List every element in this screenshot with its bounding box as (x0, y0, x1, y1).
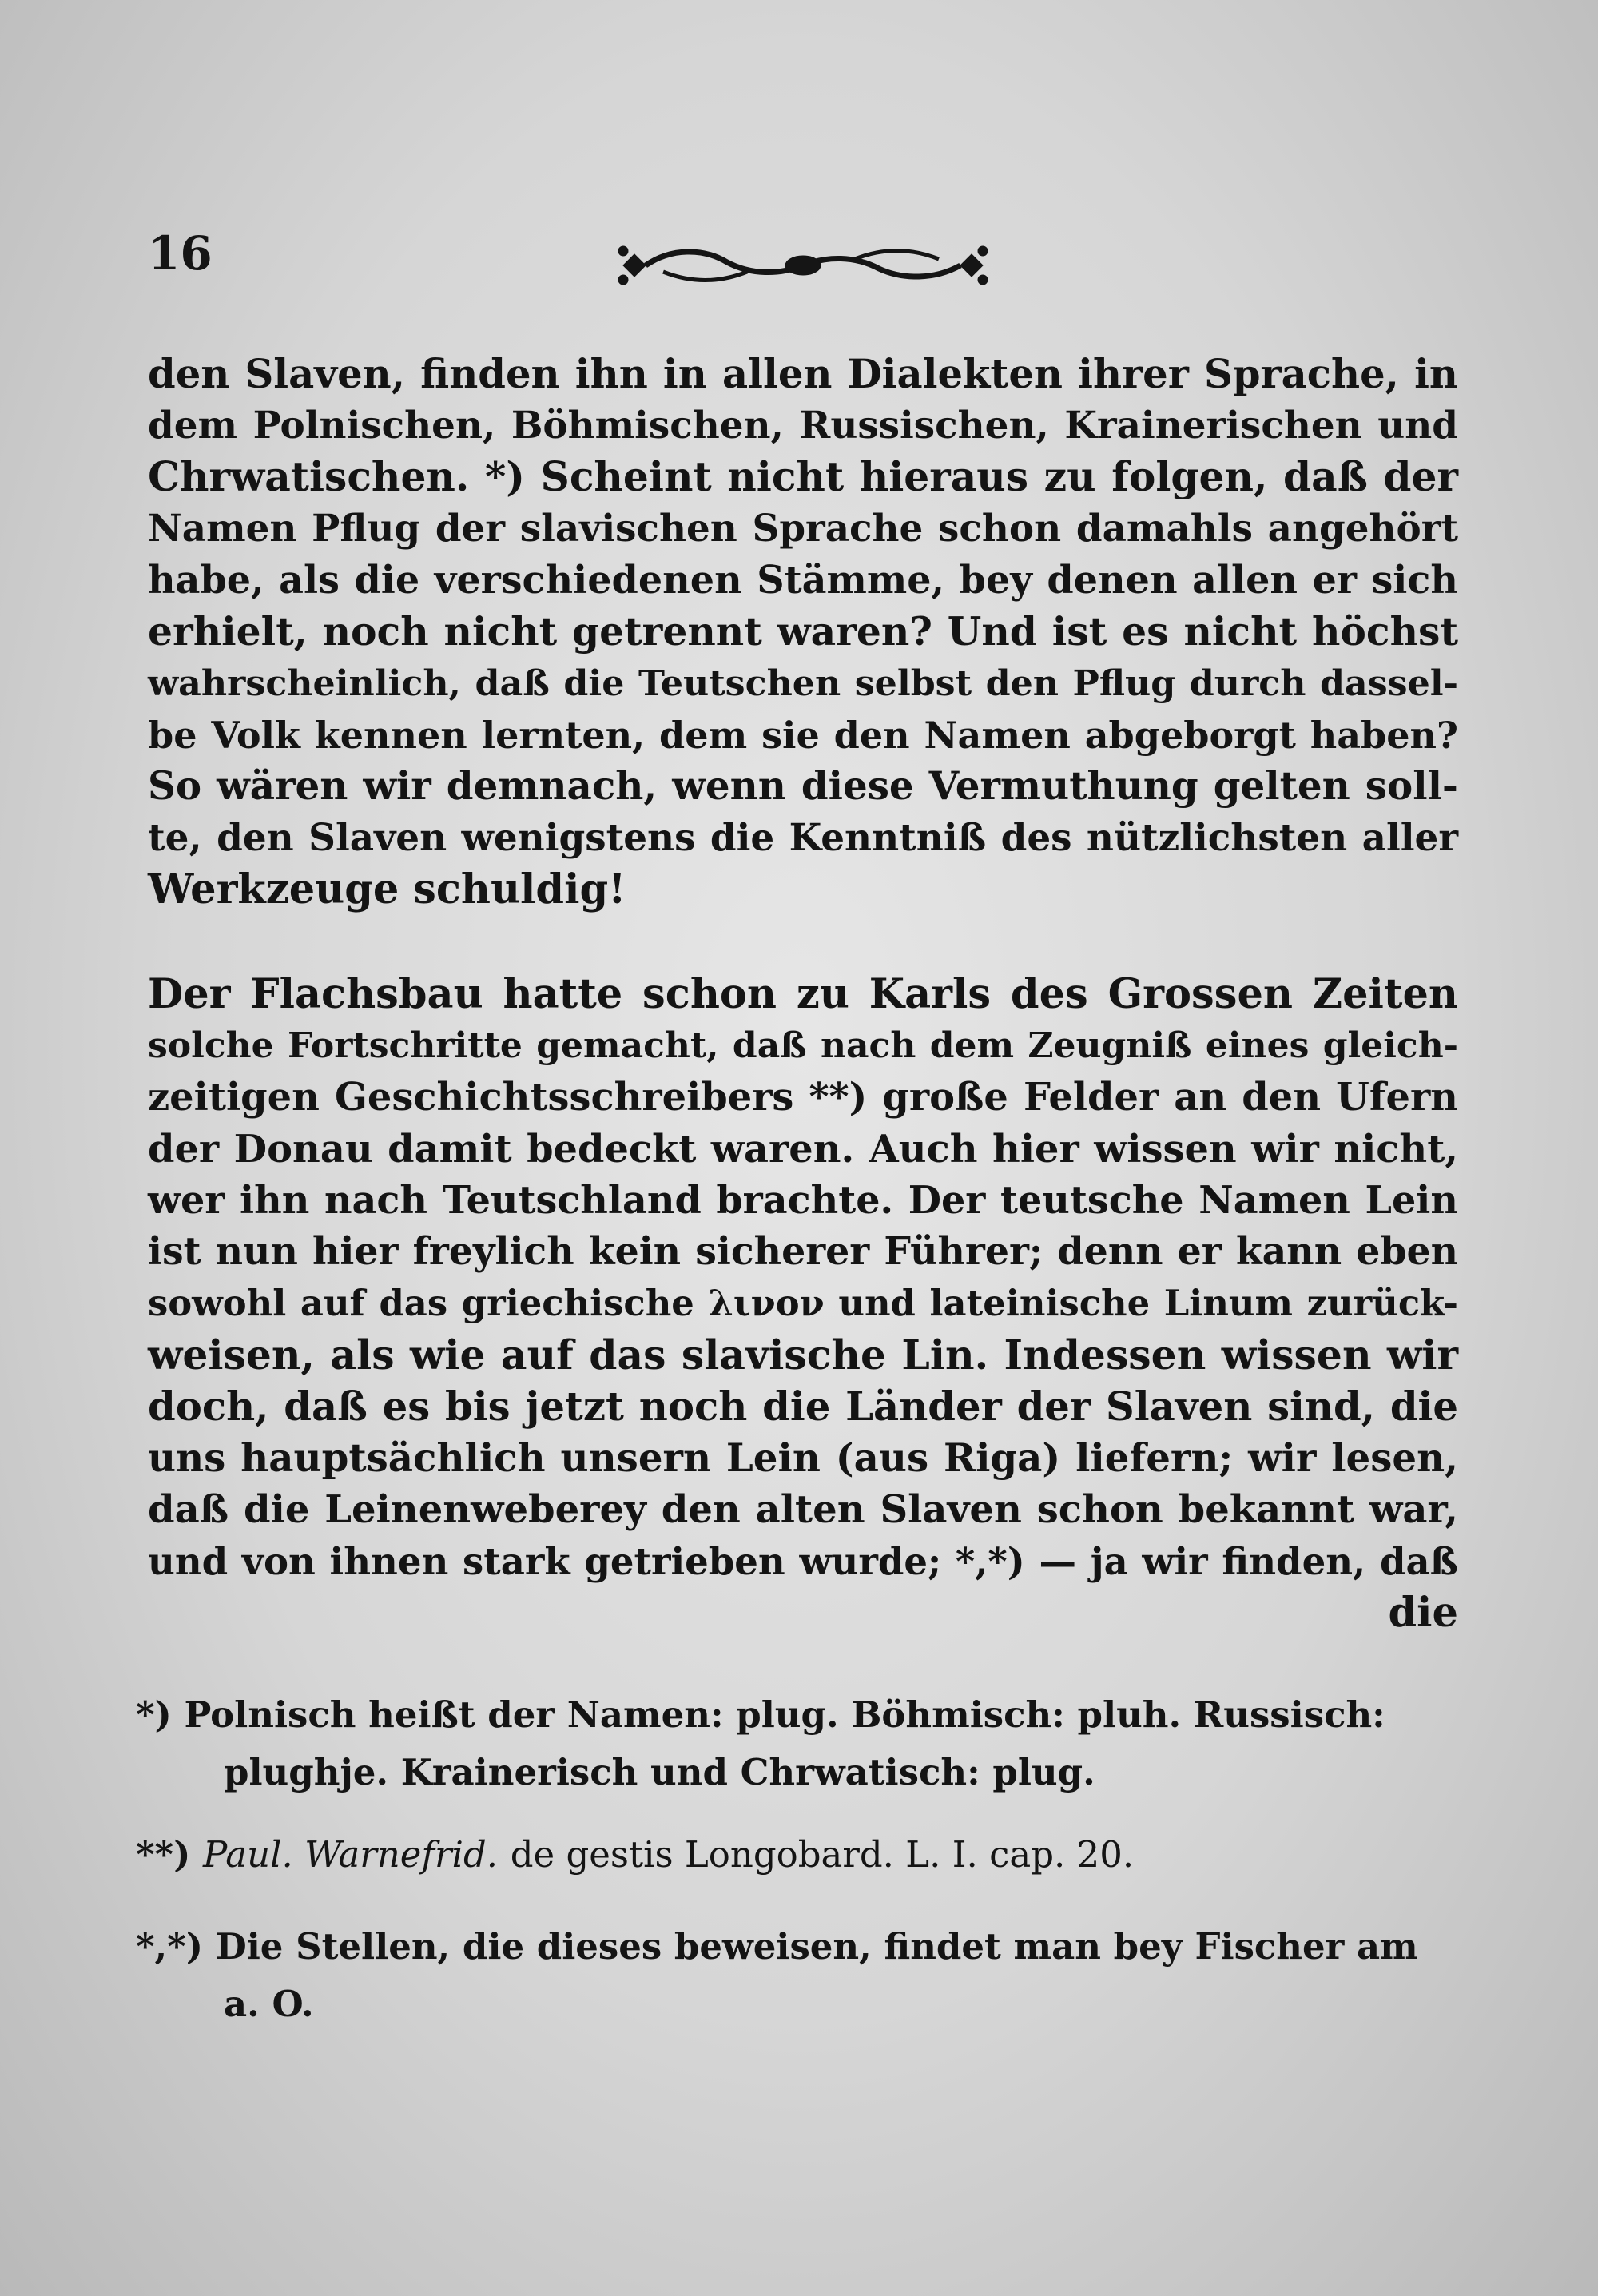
text-line: und von ihnen stark getrieben wurde; *,*) — ja wir finden, daß (148, 1538, 1458, 1583)
text-line: habe, als die verschiedenen Stämme, bey denen allen er sich (148, 558, 1458, 603)
catchword: die (1388, 1589, 1458, 1637)
text-line: be Volk kennen lernten, dem sie den Namen abgeborgt haben? (148, 713, 1458, 757)
text-line: te, den Slaven wenigstens die Kenntniß des nützlichsten aller (148, 815, 1458, 860)
text-line: uns hauptsächlich unsern Lein (aus Riga) liefern; wir lesen, (148, 1435, 1458, 1481)
footnote-line (136, 1826, 1462, 1884)
footnote-citation: de gestis Longobard. L. I. cap. 20. (510, 1833, 1135, 1876)
text-line: daß die Leinenweberey den alten Slaven schon bekannt war, (148, 1487, 1458, 1532)
text-line: erhielt, noch nicht getrennt waren? Und ist es nicht höchst (148, 608, 1458, 655)
text-line: Der Flachsbau hatte schon zu Karls des Grossen Zeiten (148, 970, 1458, 1018)
text-line: So wären wir demnach, wenn diese Vermuthung gelten soll- (148, 764, 1458, 809)
footnote-line: a. O. (224, 1983, 314, 2025)
footnote-2 (136, 1826, 1462, 1884)
decorative-header-ornament-icon (615, 233, 991, 297)
footnote-3 (136, 1918, 1462, 2033)
text-line: wer ihn nach Teutschland brachte. Der teutsche Namen Lein (148, 1178, 1458, 1223)
text-line: weisen, als wie auf das slavische Lin. Indessen wissen wir (148, 1331, 1458, 1379)
text-line: der Donau damit bedeckt waren. Auch hier wissen wir nicht, (148, 1126, 1458, 1172)
text-line: doch, daß es bis jetzt noch die Länder der Slaven sind, die (148, 1383, 1458, 1430)
text-line: den Slaven, finden ihn in allen Dialekten ihrer Sprache, in (148, 350, 1458, 397)
footnote-line: plughje. Krainerisch und Chrwatisch: plug. (224, 1751, 1095, 1793)
text-line: Namen Pflug der slavischen Sprache schon damahls angehört (148, 506, 1458, 551)
text-line: zeitigen Geschichtsschreibers **) große Felder an den Ufern (148, 1075, 1458, 1120)
text-line: ist nun hier freylich kein sicherer Führer; denn er kann eben (148, 1229, 1458, 1274)
footnote-marker: **) (136, 1833, 191, 1876)
paragraph-1 (148, 348, 1458, 916)
page-number: 16 (148, 226, 213, 281)
footnote-author: Paul. Warnefrid. (203, 1833, 499, 1876)
footnote-line: *) Polnisch heißt der Namen: plug. Böhmisch: pluh. Russisch: (136, 1693, 1385, 1736)
paragraph-2 (148, 969, 1458, 1639)
text-line: dem Polnischen, Böhmischen, Russischen, Krainerischen und (148, 403, 1458, 448)
text-line: wahrscheinlich, daß die Teutschen selbst den Pflug durch dassel- (148, 663, 1458, 704)
text-line: sowohl auf das griechische λινον und lateinische Linum zurück- (148, 1282, 1458, 1324)
text-line: Chrwatischen. *) Scheint nicht hieraus zu folgen, daß der (148, 453, 1458, 500)
footnote-1 (136, 1686, 1462, 1801)
footnote-line: *,*) Die Stellen, die dieses beweisen, findet man bey Fischer am (136, 1925, 1418, 1968)
text-line: solche Fortschritte gemacht, daß nach dem Zeugniß eines gleich- (148, 1025, 1458, 1066)
text-line: Werkzeuge schuldig! (148, 865, 626, 913)
